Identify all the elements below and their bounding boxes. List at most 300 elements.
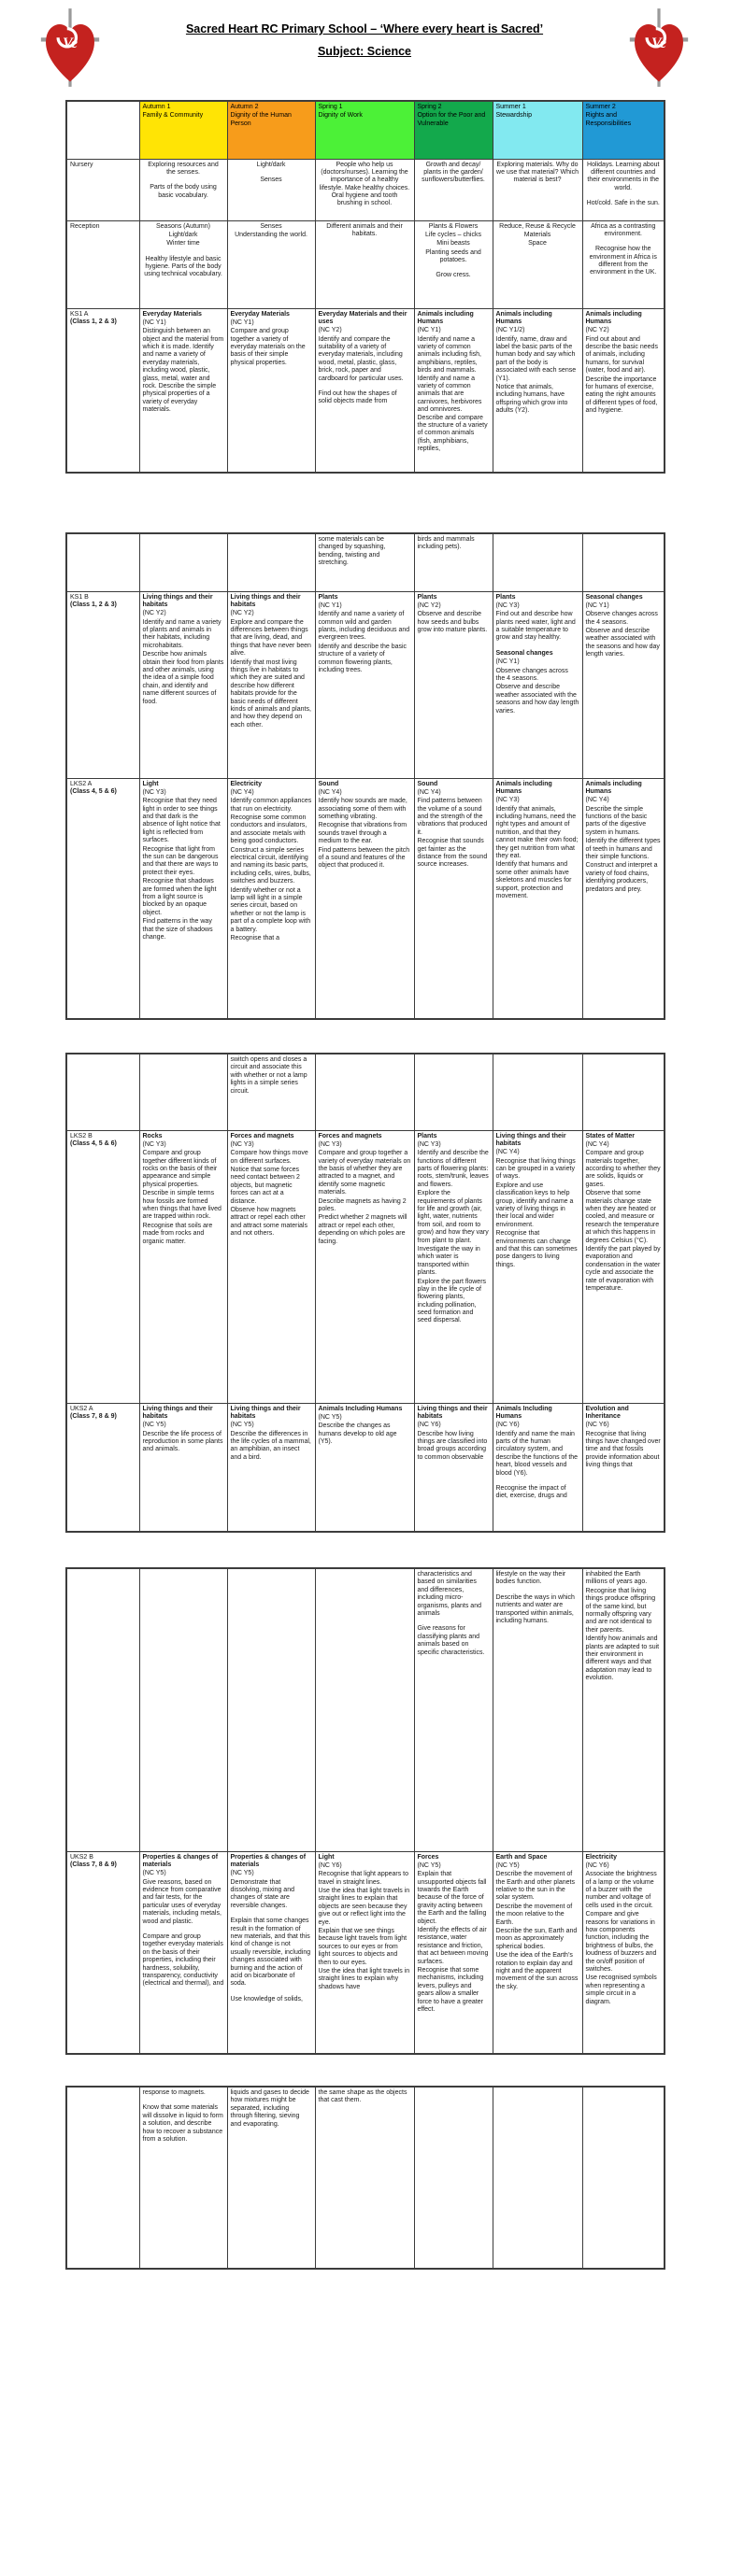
topic-title: Living things and their habitats [142,1405,213,1420]
topic-text: (NC Y6) [495,1422,520,1429]
curriculum-table-2 [65,532,665,1020]
curriculum-cell-autumn-2 [227,1403,315,1532]
continuation-row [66,1568,665,1851]
curriculum-cell-autumn-1 [139,591,227,778]
topic-text: Observe and describe weather associated with the seasons and how day length varies. [495,684,579,715]
topic-text: Observe changes across the 4 seasons. [495,667,568,683]
curriculum-cell-spring-2 [414,1130,493,1403]
paragraph-spacer [231,1989,312,1996]
topic-title: Rocks [142,1132,163,1139]
curriculum-table-5 [65,2086,665,2270]
topic-title: Living things and their habitats [142,593,213,608]
topic-text: (NC Y5) [142,1870,166,1877]
topic-title: Plants [417,1132,437,1139]
topic-title: Living things and their habitats [230,593,301,608]
topic-text: Compare and group together different kinds of rocks on the basis of their appearance and simple physical properties. [142,1150,218,1188]
topic-text: (NC Y4) [585,1140,609,1148]
topic-text: Identify and compare the suitability of a variety of everyday materials, including wood, metal, plastic, glass, brick, rock, paper and cardboard for particular uses. [318,335,404,382]
curriculum-cell-summer-1 [493,220,582,308]
topic-title: Evolution and Inheritance [585,1405,629,1420]
topic-text: Describe how animals obtain their food from plants and other animals, using the idea of a simple food chain, and identify and name different sources of food. [142,651,224,705]
curriculum-cell-summer-1 [493,1130,582,1403]
curriculum-table-4 [65,1567,665,2055]
topic-text: Identify the part played by evaporation and condensation in the water cycle and associate the rate of evaporation with temperature. [585,1245,661,1292]
curriculum-cell-summer-1 [493,1851,582,2054]
topic-text: Recognise the impact of diet, exercise, drugs and [495,1485,567,1500]
topic-text: Materials [523,231,551,238]
topic-text: Find patterns between the pitch of a sound and features of the object that produced it. [318,846,410,870]
curriculum-cell-spring-1 [315,778,414,1019]
curriculum-cell-summer-2 [582,1568,665,1851]
topic-text: (NC Y4) [495,1149,520,1156]
topic-text: Associate the brightness of a lamp or the volume of a buzzer with the number and voltage of cells used in the circuit. [585,1871,657,1909]
topic-text: Observe and describe weather associated with the seasons and how day length varies. [585,628,660,658]
term-header-row [66,101,665,159]
topic-text: (NC Y1) [142,318,166,326]
topic-text: Recognise that shadows are formed when the light from a light source is blocked by an opaque object. [142,878,217,916]
topic-text: Use recognised symbols when representing a simple circuit in a diagram. [585,1974,657,2005]
topic-text: Compare and group together everyday materials on the basis of their properties, including their hardness, solubility, transparency, conductivity (electrical and thermal), and [142,1933,224,1988]
topic-text: some materials can be changed by squashing, bending, twisting and stretching. [318,536,386,567]
topic-title: Sound [318,780,339,787]
curriculum-cell-spring-1 [315,1054,414,1130]
topic-text: Observe changes across the 4 seasons. [585,611,658,626]
topic-text: Healthy lifestyle and basic hygiene. Parts of the body using technical vocabulary. [144,255,222,278]
column-header-autumn-1 [139,101,227,159]
topic-title: Animals including Humans [585,780,642,795]
topic-text: Seasons (Autumn) [156,222,210,230]
school-logo-left [39,7,101,88]
topic-text: Describe in simple terms how fossils are formed when things that have lived are trapped within rock. [142,1190,222,1221]
curriculum-cell-autumn-1 [139,533,227,591]
topic-title: Plants [495,593,516,601]
topic-text: Construct and interpret a variety of food chains, identifying producers, predators and prey. [585,862,658,893]
topic-text: Recognise that living things can be grouped in a variety of ways. [495,1157,576,1181]
topic-text: Distinguish between an object and the material from which it is made. Identify and name a variety of everyday materials, including wood, plastic, glass, metal, water and rock. Describe the simple physical properties of a variety of everyday materials. [142,328,224,414]
term-theme: Dignity of Work [318,112,363,120]
topic-text: Identify how animals and plants are adapted to suit their environment in different ways and that adaptation may lead to evolution. [585,1635,660,1682]
row-label-classes: (Class 4, 5 & 6) [70,1139,117,1147]
paragraph-spacer [319,384,411,390]
topic-text: Recognise how the environment in Africa is different from the environment in the UK. [589,246,657,276]
topic-title: Living things and their habitats [417,1405,488,1420]
topic-text: Explore and use classification keys to help group, identify and name a variety of living things in their local and wider environment. [495,1182,574,1228]
paragraph-spacer [586,193,662,200]
topic-text: Describe how living things are classified into broad groups according to common observable [417,1430,488,1461]
curriculum-cell-summer-2 [582,533,665,591]
row-label [66,2087,139,2269]
row-label-name: KS1 B [70,593,89,601]
topic-text: Senses [260,176,282,183]
curriculum-cell-summer-1 [493,1403,582,1532]
topic-text: Understanding the world. [235,231,307,238]
topic-text: (NC Y3) [417,1140,441,1148]
school-logo-right [628,7,690,88]
topic-text: (NC Y3) [495,602,520,609]
topic-text: Describe the movement of the moon relative to the Earth. [495,1903,573,1926]
topic-text: Find out about and describe the basic needs of animals, including humans, for survival (water, food and air). [585,335,658,375]
topic-text: Describe the changes as humans develop to old age (Y5). [318,1422,397,1446]
topic-text: (NC Y3) [318,1140,342,1148]
row-label-name: Reception [70,222,100,230]
curriculum-row-uks2-b [66,1851,665,2054]
topic-text: People who help us (doctors/nurses). Learning the importance of a healthy lifestyle. Make healthy choices. Oral hygiene and tooth brushing in school. [319,161,410,207]
row-label [66,1130,139,1403]
topic-text: (NC Y5) [230,1422,254,1429]
topic-title: Living things and their habitats [495,1132,566,1147]
row-label-name: KS1 A [70,310,89,318]
topic-text: liquids and gases to decide how mixtures might be separated, including through filtering, sieving and evaporating. [230,2089,309,2128]
continuation-row [66,2087,665,2269]
svg-text:Ve: Ve [650,35,667,51]
curriculum-cell-spring-1 [315,1130,414,1403]
topic-text: Investigate the way in which water is transported within plants. [417,1245,480,1277]
topic-title: Light [318,1853,335,1861]
curriculum-row-ks1-a [66,308,665,473]
topic-text: Holidays. Learning about different countries and their environments in the world. [587,161,660,191]
topic-text: Planting seeds and potatoes. [425,248,481,264]
topic-text: Demonstrate that dissolving, mixing and changes of state are reversible changes. [230,1878,294,1909]
curriculum-cell-spring-1 [315,159,414,220]
curriculum-cell-spring-1 [315,1568,414,1851]
topic-text: Identify and name a variety of common wild and garden plants, including deciduous and evergreen trees. [318,611,410,642]
column-header-spring-1 [315,101,414,159]
curriculum-table-1 [65,100,665,474]
topic-text: Mini beasts [436,240,470,248]
row-label [66,533,139,591]
topic-text: (NC Y6) [585,1861,609,1869]
topic-text: Describe magnets as having 2 poles. [318,1197,407,1213]
topic-text: Give reasons, based on evidence from comparative and fair tests, for the particular uses of everyday materials, including metals, wood and plastic. [142,1878,222,1925]
topic-text: (NC Y3) [230,1140,254,1148]
topic-text: Explain that some changes result in the formation of new materials, and that this kind of change is not usually reversible, including changes associated with burning and the action of acid on bicarbonate of soda. [230,1918,311,1988]
curriculum-cell-spring-1 [315,1403,414,1532]
curriculum-cell-spring-2 [414,1054,493,1130]
curriculum-cell-spring-1 [315,220,414,308]
topic-text: (NC Y5) [495,1861,520,1869]
curriculum-cell-spring-2 [414,308,493,473]
topic-text: Notice that animals, including humans, have offspring which grow into adults (Y2). [495,384,568,415]
topic-title: Earth and Space [495,1853,548,1861]
topic-text: (NC Y6) [585,1422,609,1429]
topic-title: Plants [318,593,338,601]
topic-text: Explore and compare the differences between things that are living, dead, and things that have never been alive. [230,618,311,658]
topic-text: Compare and group together a variety of everyday materials on the basis of whether they are attracted to a magnet, and identify some magnetic materials. [318,1150,411,1196]
topic-text: (NC Y1) [318,602,342,609]
topic-text: Exploring materials. Why do we use that material? Which material is best? [496,161,579,184]
paragraph-spacer [231,170,312,177]
topic-text: Senses [260,222,282,230]
cove-heart-logo-icon [39,7,101,88]
topic-text: Compare and group together a variety of everyday materials on the basis of their simple physical properties. [230,328,306,366]
page-title: Sacred Heart RC Primary School – ‘Where every heart is Sacred’ [185,22,544,35]
curriculum-row-lks2-a [66,778,665,1019]
topic-text: Find patterns in the way that the size of shadows change. [142,918,213,941]
topic-text: Describe the differences in the life cycles of a mammal, an amphibian, an insect and a bird. [230,1430,311,1461]
topic-text: Use knowledge of solids, [230,1995,303,2003]
column-header-summer-1 [493,101,582,159]
topic-text: Identify that humans and some other animals have skeletons and muscles for support, protection and movement. [495,861,572,899]
curriculum-cell-spring-1 [315,1851,414,2054]
topic-text: Identify common appliances that run on electricity. [230,798,312,813]
curriculum-cell-summer-2 [582,2087,665,2269]
topic-text: Describe the simple functions of the basic parts of the digestive system in humans. [585,805,648,836]
curriculum-cell-autumn-2 [227,220,315,308]
curriculum-cell-summer-1 [493,778,582,1019]
topic-text: (NC Y4) [318,788,342,796]
curriculum-cell-autumn-2 [227,778,315,1019]
topic-title: Forces and magnets [318,1132,382,1139]
topic-text: (NC Y3) [142,1140,166,1148]
row-label-classes: (Class 7, 8 & 9) [70,1412,117,1420]
topic-text: Find out how the shapes of solid objects made from [318,390,397,405]
row-label-classes: (Class 4, 5 & 6) [70,787,117,795]
topic-text: the same shape as the objects that cast them. [318,2089,407,2104]
topic-title: States of Matter [585,1132,636,1139]
corner-cell [66,101,139,159]
topic-text: Winter time [166,240,200,248]
topic-text: Recognise that soils are made from rocks and organic matter. [142,1222,213,1245]
curriculum-cell-summer-2 [582,591,665,778]
paragraph-spacer [231,1911,312,1918]
curriculum-tables [0,100,729,2270]
curriculum-cell-spring-2 [414,778,493,1019]
curriculum-cell-spring-2 [414,220,493,308]
curriculum-cell-summer-1 [493,533,582,591]
curriculum-row-uks2-a [66,1403,665,1532]
term-label: Spring 2 [417,104,442,110]
topic-text: Recognise that vibrations from sounds travel through a medium to the ear. [318,822,407,845]
topic-text: Compare and group materials together, according to whether they are solids, liquids or gases. [585,1150,661,1188]
row-label-name: UKS2 A [70,1405,93,1412]
curriculum-table-3 [65,1053,665,1533]
topic-title: Seasonal changes [585,593,643,601]
topic-text: (NC Y2) [230,610,254,617]
curriculum-cell-autumn-1 [139,1851,227,2054]
topic-text: Identify how sounds are made, associating some of them with something vibrating. [318,798,407,821]
topic-text: (NC Y2) [585,327,609,334]
topic-text: Observe that some materials change state when they are heated or cooled, and measure or research the temperature at which this happens in degrees Celsius (°C). [585,1190,660,1244]
topic-text: Exploring resources and the senses. [148,161,219,176]
topic-text: Know that some materials will dissolve in liquid to form a solution, and describe how to recover a substance from a solution. [142,2104,223,2143]
topic-text: (NC Y5) [230,1870,254,1877]
topic-text: response to magnets. [142,2089,206,2096]
curriculum-cell-summer-2 [582,159,665,220]
topic-title: Sound [417,780,438,787]
curriculum-cell-autumn-1 [139,220,227,308]
topic-title: Everyday Materials and their uses [318,310,407,325]
topic-text: Compare and give reasons for variations in how components function, including the brightness of bulbs, the loudness of buzzers and the on/off position of switches. [585,1911,657,1973]
curriculum-cell-spring-1 [315,308,414,473]
term-theme: Dignity of the Human Person [230,112,292,127]
topic-text: (NC Y4) [230,788,254,796]
topic-text: Recognise that living things produce offspring of the same kind, but normally offspring vary and are not identical to their parents. [585,1587,656,1634]
topic-text: Describe the ways in which nutrients and water are transported within animals, including humans. [495,1593,575,1624]
curriculum-cell-autumn-1 [139,778,227,1019]
topic-title: Animals Including Humans [318,1405,403,1412]
row-label-name: LKS2 A [70,780,93,787]
paragraph-spacer [143,249,224,256]
topic-text: Growth and decay/ plants in the garden/ sunflowers/butterflies. [422,161,485,184]
topic-text: Give reasons for classifying plants and animals based on specific characteristics. [417,1625,485,1656]
paragraph-spacer [496,1479,579,1485]
topic-text: Different animals and their habitats. [326,222,403,237]
paragraph-spacer [143,1927,224,1933]
topic-text: Notice that some forces need contact between 2 objects, but magnetic forces can act at a distance. [230,1167,300,1205]
topic-text: Describe the life process of reproduction in some plants and animals. [142,1430,223,1453]
row-label [66,778,139,1019]
curriculum-cell-autumn-2 [227,1054,315,1130]
topic-text: Construct a simple series electrical circuit, identifying and naming its basic parts, including cells, wires, bulbs, switches and buzzers. [230,846,311,885]
topic-text: Identify the different types of teeth in humans and their simple functions. [585,838,661,861]
topic-text: Explain that unsupported objects fall towards the Earth because of the force of gravity acting between the Earth and the falling object. [417,1871,487,1925]
curriculum-cell-autumn-1 [139,1568,227,1851]
curriculum-cell-autumn-1 [139,2087,227,2269]
topic-text: Use the idea that light travels in straight lines to explain that objects are seen because they give out or reflect light into the eye. [318,1888,410,1926]
topic-text: Predict whether 2 magnets will attract or repel each other, depending on which poles are facing. [318,1214,407,1245]
topic-text: (NC Y3) [142,788,166,796]
topic-title: Animals including Humans [495,310,552,325]
title-block [101,7,628,64]
curriculum-cell-summer-2 [582,308,665,473]
topic-text: Identify whether or not a lamp will light in a simple series circuit, based on whether or not the lamp is part of a complete loop with a battery. [230,886,311,933]
row-label [66,308,139,473]
curriculum-cell-spring-2 [414,2087,493,2269]
paragraph-spacer [143,177,224,184]
topic-text: (NC Y6) [318,1861,342,1869]
curriculum-cell-spring-1 [315,591,414,778]
topic-text: birds and mammals including pets). [417,536,475,551]
topic-text: Grow cress. [436,272,471,279]
topic-text: Reduce, Reuse & Recycle [499,222,576,230]
topic-text: (NC Y6) [417,1422,441,1429]
paragraph-spacer [586,239,662,246]
curriculum-cell-summer-1 [493,1054,582,1130]
term-theme: Stewardship [495,112,533,120]
paragraph-spacer [496,1588,579,1594]
topic-text: Use the idea of the Earth’s rotation to explain day and night and the apparent movement of the sun across the sky. [495,1952,579,1990]
topic-text: Identify that most living things live in habitats to which they are suited and describe how different habitats provide for the basic needs of different kinds of animals and plants, and how they depend on each other. [230,658,311,729]
topic-text: Observe how magnets attract or repel each other and attract some materials and not others. [230,1207,307,1238]
term-label: Summer 1 [495,104,526,110]
topic-title: Properties & changes of materials [142,1853,219,1868]
row-label [66,159,139,220]
topic-title: Seasonal changes [495,649,553,657]
column-header-autumn-2 [227,101,315,159]
topic-text: Use the idea that light travels in straight lines to explain why shadows have [318,1967,410,1990]
topic-text: Identify and name a variety of common animals including fish, amphibians, reptiles, birds and mammals. Identify and name a variety of common animals that are carnivores, herbivores and omnivores. Describe and compare the structure of a variety of common animals (fish, amphibians, reptiles, [417,335,488,453]
topic-title: Properties & changes of materials [230,1853,307,1868]
column-header-summer-2 [582,101,665,159]
topic-text: (NC Y5) [417,1861,441,1869]
curriculum-cell-summer-1 [493,1568,582,1851]
topic-text: Light/dark [256,161,286,168]
topic-text: switch opens and closes a circuit and associate this with whether or not a lamp lights in a simple series circuit. [230,1056,307,1095]
topic-text: (NC Y2) [417,602,441,609]
topic-text: Life cycles – chicks [425,231,481,238]
curriculum-cell-summer-1 [493,591,582,778]
curriculum-cell-summer-2 [582,1851,665,2054]
topic-title: Animals Including Humans [495,1405,552,1420]
row-label [66,591,139,778]
topic-title: Light [142,780,159,787]
curriculum-cell-autumn-1 [139,308,227,473]
topic-text: (NC Y3) [495,797,520,804]
cove-heart-logo-icon [628,7,690,88]
curriculum-cell-autumn-1 [139,1054,227,1130]
topic-text: Identify that animals, including humans, need the right types and amount of nutrition, and that they cannot make their own food; they get nutrition from what they eat. [495,805,579,860]
curriculum-cell-autumn-2 [227,2087,315,2269]
topic-text: characteristics and based on similarities and differences, including micro-organisms, plants and animals [417,1571,481,1617]
curriculum-cell-spring-2 [414,1568,493,1851]
topic-title: Plants [417,593,437,601]
curriculum-cell-summer-1 [493,308,582,473]
curriculum-cell-autumn-1 [139,1130,227,1403]
topic-text: Plants & Flowers [428,222,479,230]
curriculum-cell-autumn-2 [227,591,315,778]
topic-text: Africa as a contrasting environment. [591,222,656,237]
topic-title: Living things and their habitats [230,1405,301,1420]
topic-title: Forces and magnets [230,1132,294,1139]
topic-text: (NC Y2) [142,610,166,617]
topic-title: Everyday Materials [142,310,202,318]
topic-title: Animals including Humans [417,310,474,325]
curriculum-cell-summer-2 [582,1403,665,1532]
curriculum-cell-summer-2 [582,1130,665,1403]
topic-text: (NC Y5) [318,1413,342,1421]
topic-text: Recognise that living things have changed over time and that fossils provide information about living things that [585,1430,661,1469]
topic-text: lifestyle on the way their bodies function. [495,1571,566,1586]
column-header-spring-2 [414,101,493,159]
curriculum-cell-autumn-2 [227,1130,315,1403]
curriculum-cell-autumn-2 [227,1568,315,1851]
curriculum-cell-summer-2 [582,778,665,1019]
topic-text: Describe the movement of the Earth and other planets relative to the sun in the solar system. [495,1871,575,1902]
curriculum-cell-spring-1 [315,533,414,591]
term-label: Summer 2 [585,104,616,110]
topic-text: (NC Y1) [230,318,254,326]
topic-text: (NC Y4) [417,788,441,796]
curriculum-row-lks2-b [66,1130,665,1403]
curriculum-row-ks1-b [66,591,665,778]
paragraph-spacer [418,1619,490,1625]
topic-text: Recognise that environments can change and that this can sometimes pose dangers to living things. [495,1230,578,1268]
curriculum-cell-summer-2 [582,1054,665,1130]
topic-title: Electricity [230,780,262,787]
topic-text: Recognise that a [230,934,280,941]
row-label [66,1054,139,1130]
topic-text: Find patterns between the volume of a sound and the strength of the vibrations that produced it. [417,798,488,836]
topic-text: Identify and describe the functions of different parts of flowering plants: roots, stem/trunk, leaves and flowers. [417,1150,489,1188]
term-label: Autumn 1 [142,104,171,110]
topic-text: Identify and describe the basic structure of a variety of common flowering plants, including trees. [318,643,407,674]
topic-text: Identify the effects of air resistance, water resistance and friction, that act between moving surfaces. [417,1927,489,1965]
topic-text: Parts of the body using basic vocabulary. [150,184,217,199]
curriculum-row-nursery [66,159,665,220]
topic-text: inhabited the Earth millions of years ago. [585,1571,648,1586]
row-label-classes: (Class 7, 8 & 9) [70,1861,117,1868]
topic-text: (NC Y1) [495,658,520,666]
paragraph-spacer [143,2098,224,2104]
term-label: Spring 1 [318,104,343,110]
curriculum-cell-spring-2 [414,159,493,220]
topic-text: Recognise that some mechanisms, including levers, pulleys and gears allow a smaller force to have a greater effect. [417,1966,484,2013]
curriculum-cell-autumn-2 [227,533,315,591]
term-label: Autumn 2 [230,104,259,110]
continuation-row [66,1054,665,1130]
topic-text: Explore the requirements of plants for life and growth (air, light, water, nutrients from soil, and room to grow) and how they vary from plant to plant. [417,1190,489,1244]
topic-text: Observe and describe how seeds and bulbs grow into mature plants. [417,611,488,634]
